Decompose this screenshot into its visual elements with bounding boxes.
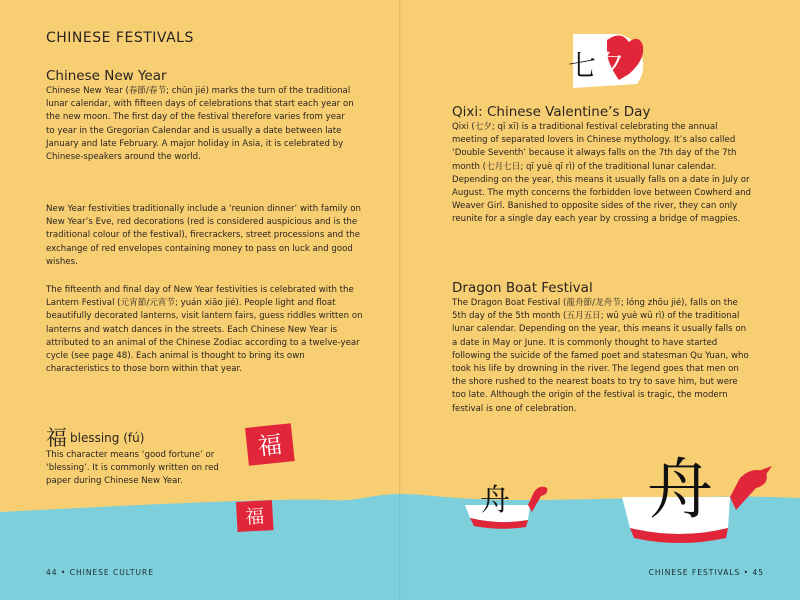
paragraph-new-year-2: New Year festivities traditionally include a ‘reunion dinner’ with family on New Year’s Eve, red decorations (red is considered auspicious and is the traditional colour of the festival), firecrackers, street processions and the exchange of red envelopes containing money to pass on luck and good wishes.	[46, 204, 361, 267]
blessing-character: 福	[46, 426, 67, 450]
paragraph-qixi: Qixi (七夕; qī xī) is a traditional festival celebrating the annual meeting of separated lovers in Chinese mythology. It’s also called ‘Double Seventh’ because it always falls on the 7th day of the 7th month (七月七日; qī yuè qī rì) of the traditional lunar calendar. Depending on the year, this means it usually falls on a date in July or August. The myth concerns the forbidden love between Cowherd and Weaver Girl. Banished to opposite sides of the river, they can only reunite for a single day each year by crossing a bridge of magpies.	[452, 122, 752, 225]
fu-flag-2-char: 福	[244, 505, 265, 529]
section-title: CHINESE FESTIVALS	[46, 30, 194, 46]
paragraph-new-year-1: Chinese New Year (春節/春节; chūn jié) marks the turn of the traditional lunar calendar, with fifteen days of celebrations that start each year on the new moon. The first day of the festival therefore varies from year to year in the Gregorian Calendar and is usually a date between late January and late February. A major holiday in Asia, it is celebrated by Chinese-speakers around the world.	[46, 86, 354, 163]
folio-left: 44 • CHINESE CULTURE	[46, 568, 154, 577]
blessing-description: This character means ‘good fortune’ or ‘blessing’. It is commonly written on red paper during Chinese New Year.	[46, 450, 219, 487]
paragraph-dragon-boat: The Dragon Boat Festival (龍舟節/龙舟节; lóng zhōu jié), falls on the 5th day of the 5th month (五月五日; wǔ yuè wǔ rì) of the traditional lunar calendar. Depending on the year, this means it usually falls on a date in May or June. It is commonly thought to have started following the suicide of the famed poet and statesman Qu Yuan, who took his life by drowning in the river. The legend goes that men on the shore rushed to the nearest boats to try to save him, but were too late. Although the origin of the festival is tragic, the modern festival is one of celebration.	[452, 298, 749, 414]
folio-right: CHINESE FESTIVALS • 45	[648, 568, 764, 577]
page-gutter	[399, 0, 401, 600]
fu-flag-1-char: 福	[256, 430, 284, 461]
paragraph-new-year-3: The fifteenth and final day of New Year festivities is celebrated with the Lantern Festival (元宵節/元宵节; yuán xiāo jié). People light and float beautifully decorated lanterns, visit lantern fairs, guess riddles written on lanterns and watch dances in the streets. Each Chinese New Year is attributed to an animal of the Chinese Zodiac according to a twelve-year cycle (see page 48). Each animal is thought to bring its own characteristics to those born within that year.	[46, 285, 363, 375]
large-boat-char: 舟	[647, 451, 713, 528]
blessing-word: blessing (fú)	[70, 431, 145, 445]
heading-dragon-boat: Dragon Boat Festival	[452, 280, 593, 296]
heading-chinese-new-year: Chinese New Year	[46, 68, 167, 84]
fu-flag-1	[245, 423, 295, 466]
heading-qixi: Qixi: Chinese Valentine’s Day	[452, 104, 651, 120]
blessing-heading	[46, 422, 144, 452]
qixi-char-1: 七	[568, 49, 597, 82]
small-boat-char: 舟	[480, 483, 510, 518]
fu-flag-2	[236, 500, 274, 532]
qixi-char-2: 夕	[596, 49, 625, 82]
qixi-badge-text	[568, 44, 624, 84]
